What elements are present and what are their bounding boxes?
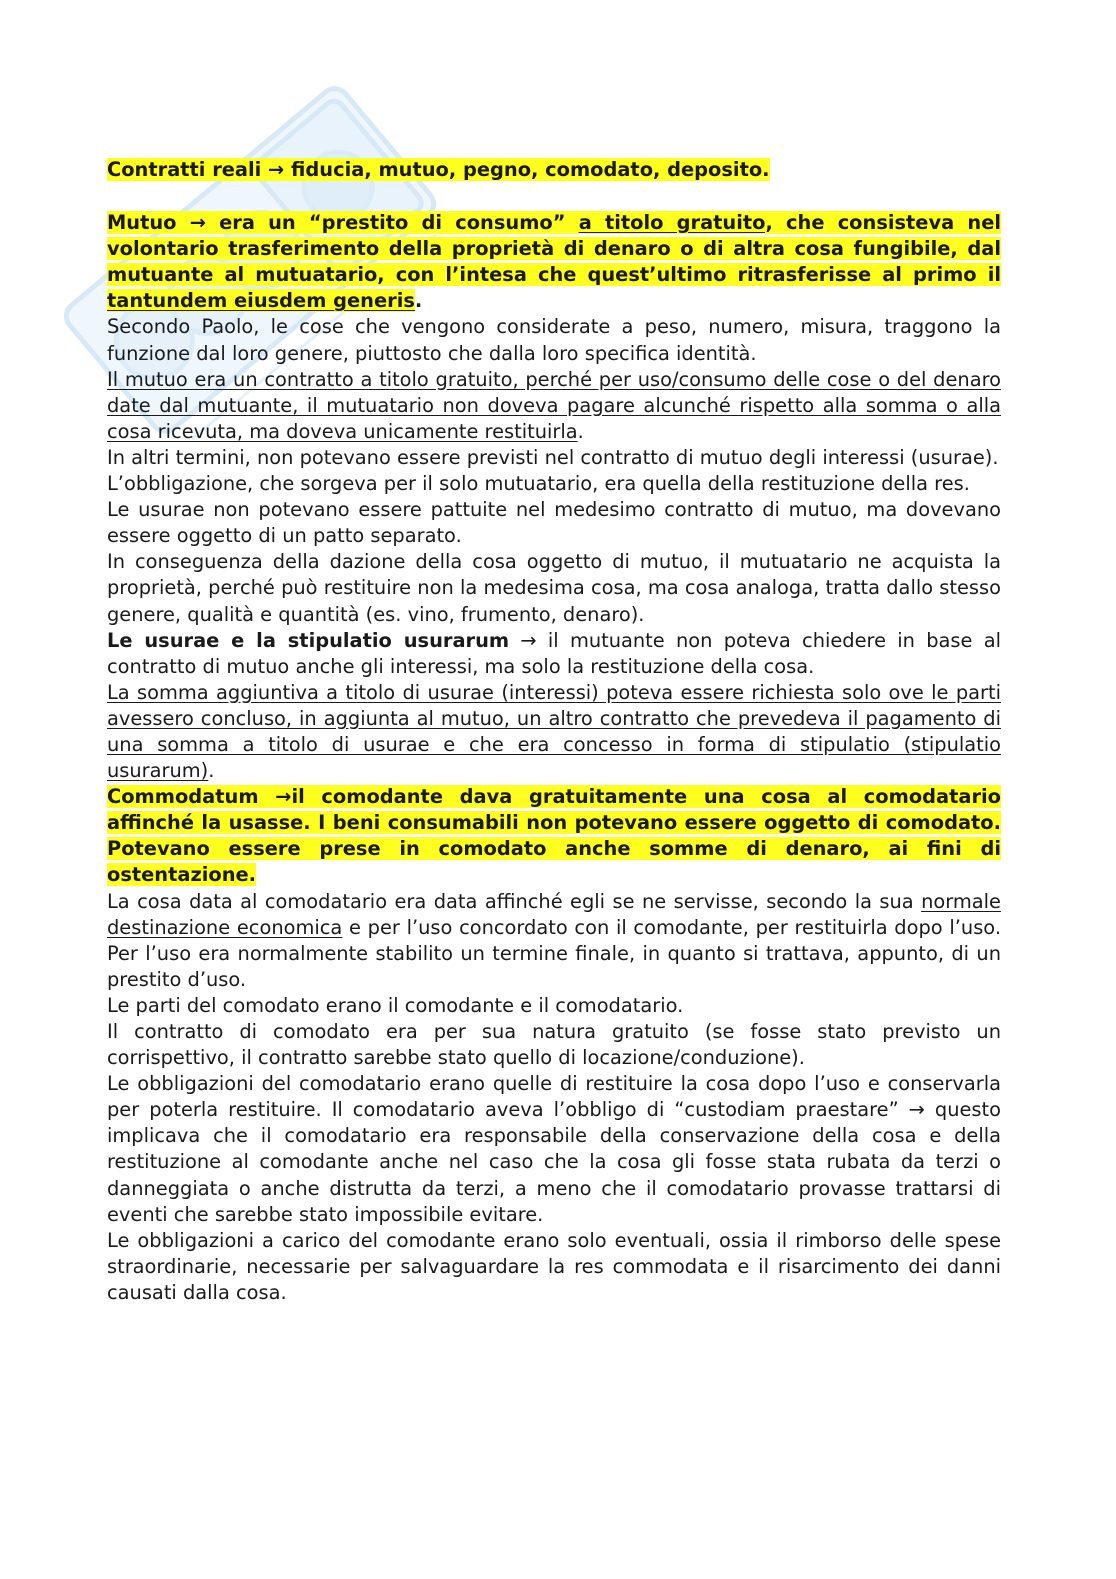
- stipulatio-text: → il mutuante non poteva chiedere in base al contratto di mutuo anche gli interessi, ma solo la restituzione della cosa.: [107, 628, 1001, 678]
- document-body: [107, 157, 1001, 1306]
- spacer: [107, 183, 1001, 210]
- paragraph-conseguenza: In conseguenza della dazione della cosa oggetto di mutuo, il mutuatario ne acquista la proprietà, perché può restituire non la medesima cosa, ma cosa analoga, tratta dallo stesso genere, qualità e quantità (es. vino, frumento, denaro).: [107, 550, 1001, 626]
- mutuo-end: .: [414, 289, 423, 313]
- paragraph-usurae-patto: Le usurae non potevano essere pattuite nel medesimo contratto di mutuo, ma dovevano essere oggetto di un patto separato.: [107, 498, 1001, 548]
- mutuo-middle: , che consisteva nel volontario trasferimento della proprietà di denaro o di altra cosa fungibile, dal mutuante al mutuatario, con l’intesa che quest’ultimo ritrasferisse al primo il: [107, 211, 1001, 287]
- stipulatio-title: Le usurae e la stipulatio usurarum: [107, 628, 510, 652]
- paragraph-cosa-data: La cosa data al comodatario era data affinché egli se ne servisse, secondo la sua normale destinazione economica e per l’uso concordato con il comodante, per restituirla dopo l’uso. Per l’uso era normalmente stabilito un termine finale, in quanto si trattava, appunto, di un prestito d’uso.: [107, 889, 1001, 991]
- paragraph-somma-text: La somma aggiuntiva a titolo di usurae (interessi) poteva essere richiesta solo ove le parti avessero concluso, in aggiunta al mutuo, un altro contratto che prevedeva il pagamento di una somma a titolo di usurae e che era concesso in forma di stipulatio (stipulatio usurarum): [107, 680, 1001, 783]
- heading: [107, 157, 1001, 183]
- heading-text: Contratti reali → fiducia, mutuo, pegno, comodato, deposito.: [107, 158, 770, 181]
- paragraph-obbligazione: L’obbligazione, che sorgeva per il solo mutuatario, era quella della restituzione della res.: [107, 472, 970, 496]
- paragraph-obblighi-comodatario: Le obbligazioni del comodatario erano quelle di restituire la cosa dopo l’uso e conservarla per poterla restituire. Il comodatario aveva l’obbligo di “custodiam praestare” → questo implicava che il comodatario era responsabile della conservazione della cosa e della restituzione al comodante anche nel caso che la cosa gli fosse stata rubata da terzi o danneggiata o anche distrutta da terzi, a meno che il comodatario provasse trattarsi di eventi che sarebbe stato impossibile evitare.: [107, 1072, 1001, 1226]
- paragraph-obblighi-comodante: Le obbligazioni a carico del comodante erano solo eventuali, ossia il rimborso delle spese straordinarie, necessarie per salvaguardare la res commodata e il risarcimento dei danni causati dalla cosa.: [107, 1228, 1001, 1304]
- paragraph-paolo: Secondo Paolo, le cose che vengono considerate a peso, numero, misura, traggono la funzione dal loro genere, piuttosto che dalla loro specifica identità.: [107, 315, 1001, 365]
- paragraph-stipulatio: [107, 628, 1001, 680]
- paragraph-somma: La somma aggiuntiva a titolo di usurae (interessi) poteva essere richiesta solo ove le parti avessero concluso, in aggiunta al mutuo, un altro contratto che prevedeva il pagamento di una somma a titolo di usurae e che era concesso in forma di stipulatio (stipulatio usurarum).: [107, 680, 1001, 783]
- paragraph-gratuito: Il mutuo era un contratto a titolo gratuito, perché per uso/consumo delle cose o del denaro date dal mutuante, il mutuatario non doveva pagare alcunché rispetto alla somma o alla cosa ricevuta, ma doveva unicamente restituirla.: [107, 367, 1001, 443]
- mutuo-gratuito: a titolo gratuito: [578, 211, 766, 235]
- paragraph-parti: Le parti del comodato erano il comodante e il comodatario.: [107, 993, 684, 1017]
- mutuo-tantundem: tantundem eiusdem generis: [107, 289, 415, 313]
- mutuo-lead: Mutuo → era un “prestito di consumo”: [107, 211, 566, 235]
- commodatum-text: Commodatum →il comodante dava gratuitamente una cosa al comodatario affinché la usasse. I beni consumabili non potevano essere oggetto di comodato. Potevano essere prese in comodato anche somme di denaro, ai fini di ostentazione.: [107, 785, 1001, 887]
- commodatum-definition: [107, 784, 1001, 888]
- paragraph-interessi: In altri termini, non potevano essere previsti nel contratto di mutuo degli interessi (usurae).: [107, 445, 999, 469]
- paragraph-gratuito-text: Il mutuo era un contratto a titolo gratuito, perché per uso/consumo delle cose o del denaro date dal mutuante, il mutuatario non doveva pagare alcunché rispetto alla somma o alla cosa ricevuta, ma doveva unicamente restituirla: [107, 367, 1001, 443]
- paragraph-natura: Il contratto di comodato era per sua natura gratuito (se fosse stato previsto un corrispettivo, il contratto sarebbe stato quello di locazione/conduzione).: [107, 1020, 1001, 1070]
- mutuo-definition: [107, 210, 1001, 314]
- normale-destinazione: normale destinazione economica: [107, 889, 1001, 939]
